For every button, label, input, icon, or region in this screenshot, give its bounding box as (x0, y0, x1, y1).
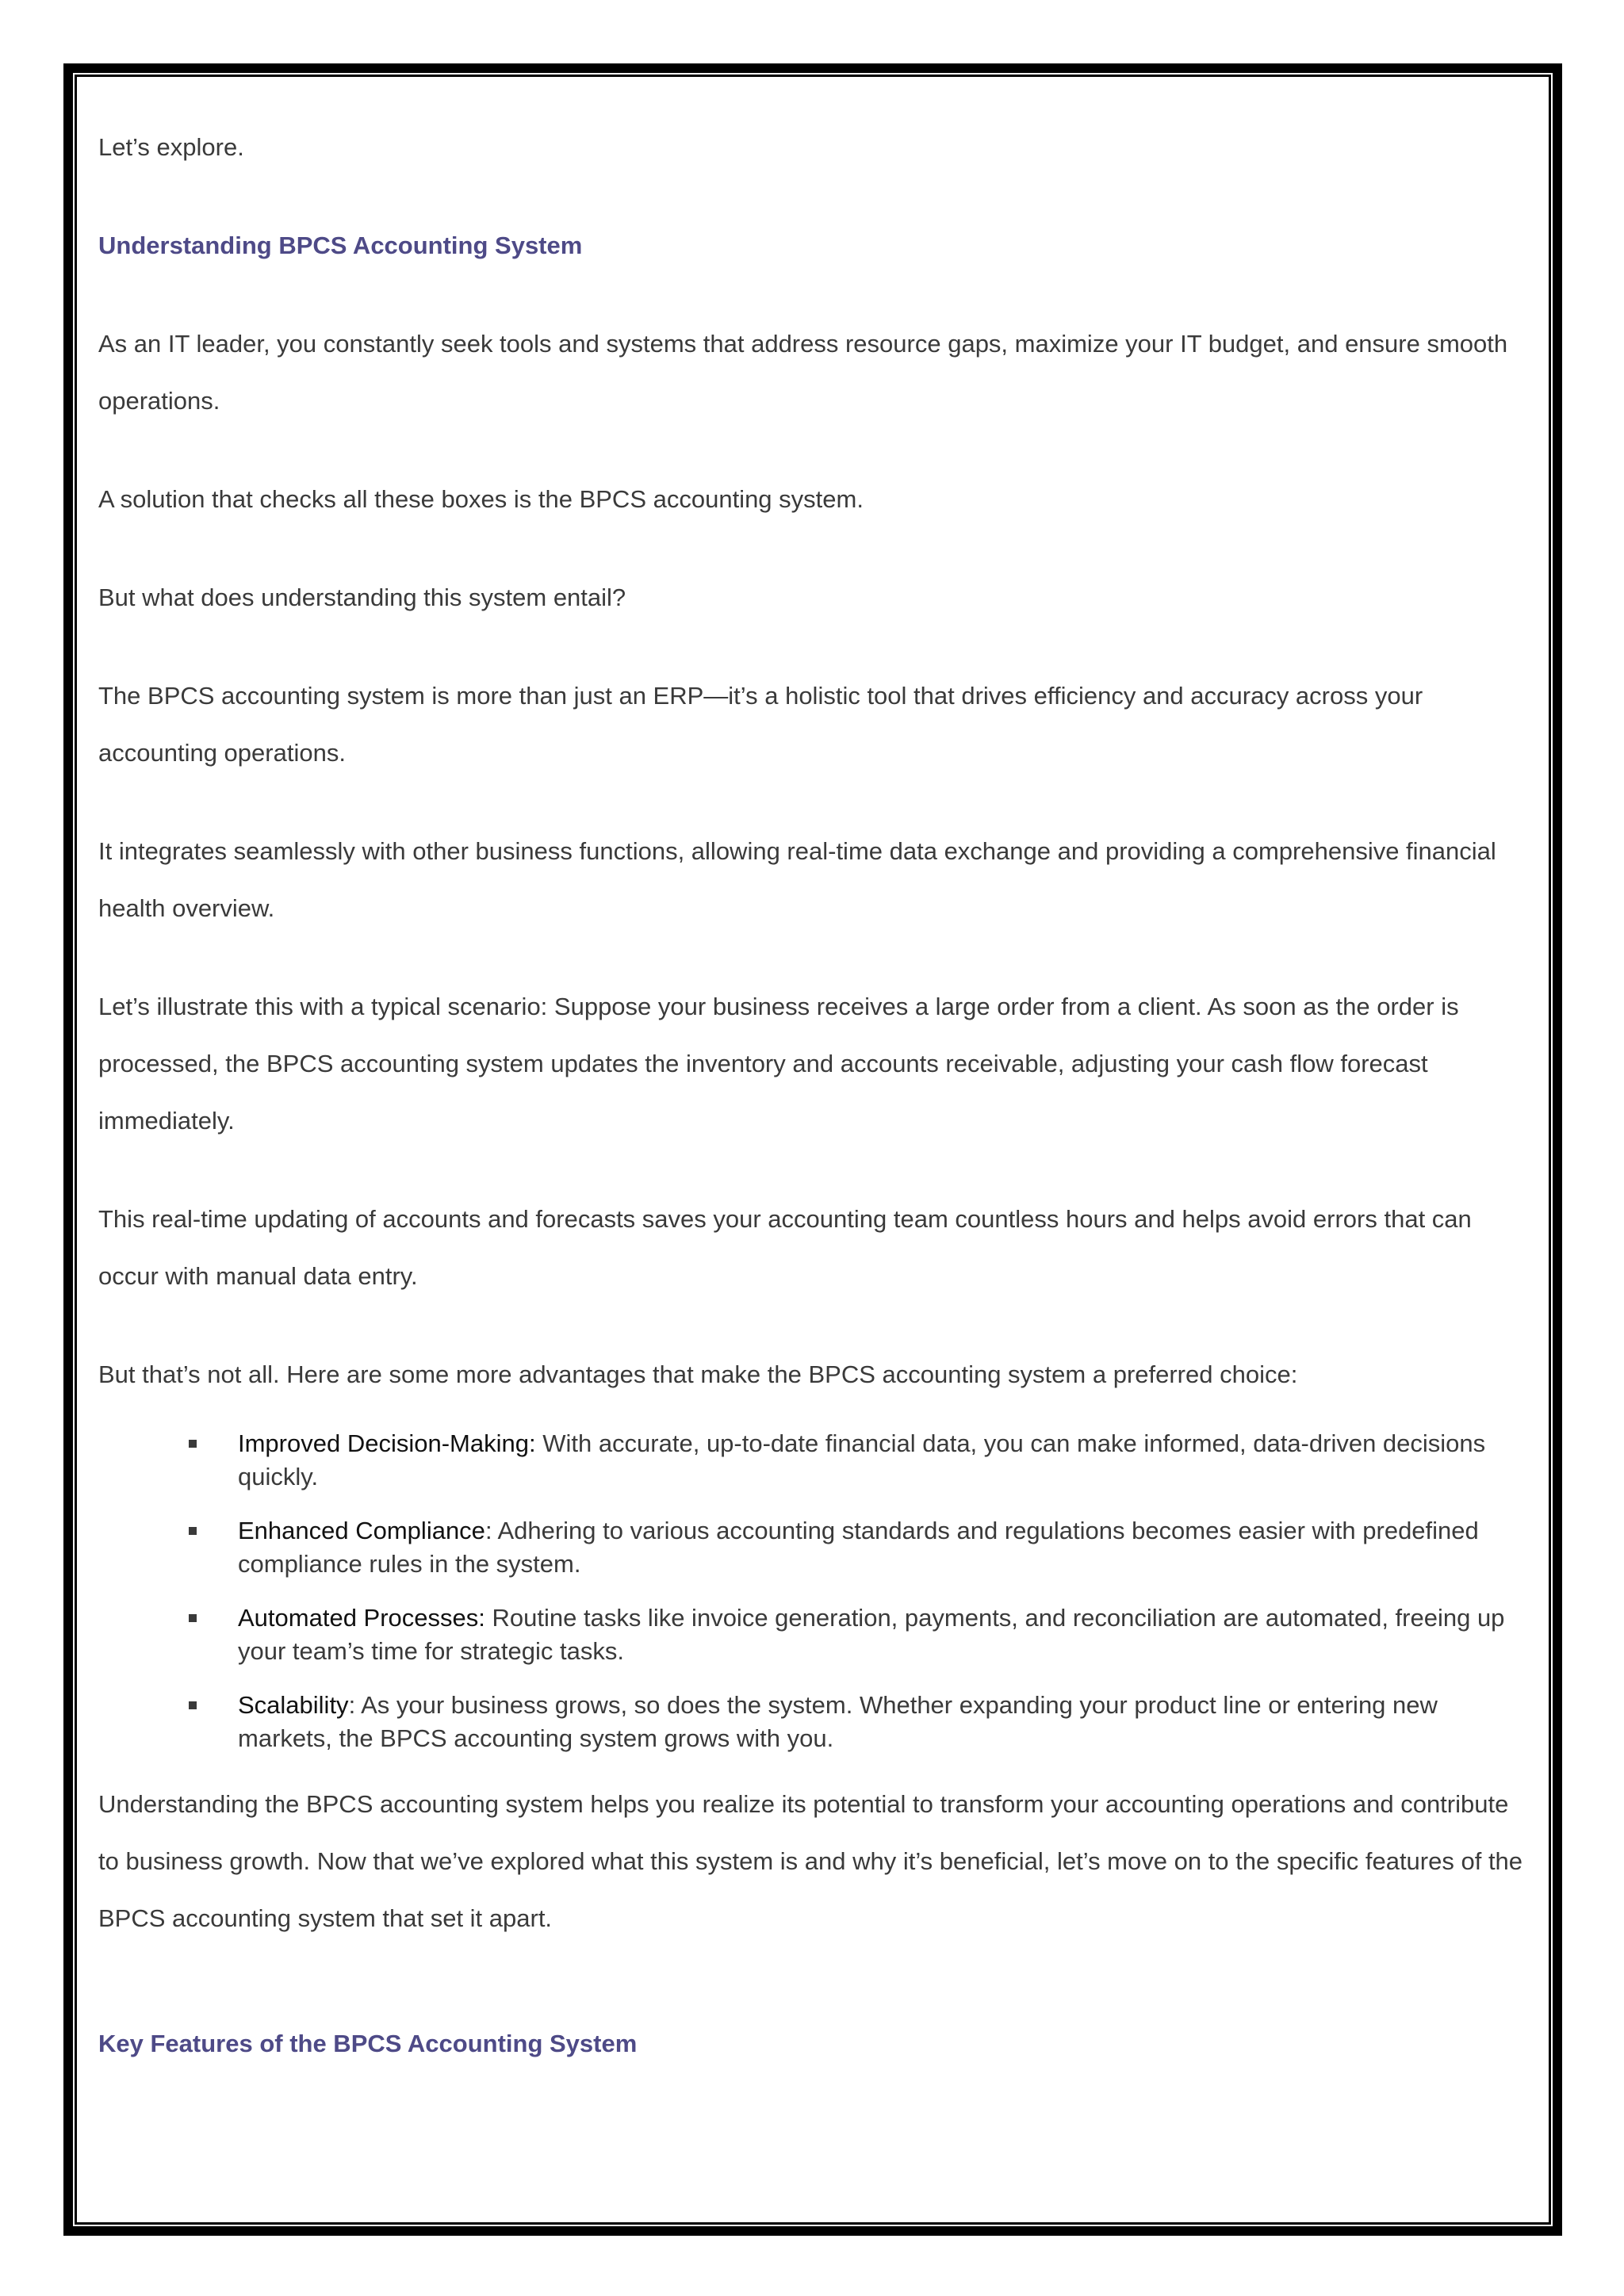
bullet-term: Automated Processes: (238, 1604, 485, 1632)
bullet-text: : As your business grows, so does the system. Whether expanding your product line or entering new markets, the BPCS accounting system grows with you. (238, 1691, 1438, 1752)
list-item (98, 1427, 1526, 1494)
bullet-term: Scalability (238, 1691, 349, 1719)
paragraph: The BPCS accounting system is more than just an ERP—it’s a holistic tool that drives efficiency and accuracy across your accounting operations. (98, 682, 1423, 767)
list-item (98, 1689, 1526, 1755)
bullet-text: : Adhering to various accounting standards and regulations becomes easier with predefined compliance rules in the system. (238, 1517, 1479, 1578)
closing-paragraph: Understanding the BPCS accounting system helps you realize its potential to transform your accounting operations and contribute to business growth. Now that we’ve explored what this system is and why it’s beneficial, let’s move on to the specific features of the BPCS accounting system that set it apart. (98, 1790, 1523, 1932)
section-heading-key-features: Key Features of the BPCS Accounting System (98, 2030, 638, 2057)
bullet-text: With accurate, up-to-date financial data, you can make informed, data-driven decisions quickly. (238, 1429, 1486, 1490)
list-item (98, 1514, 1526, 1581)
paragraph: A solution that checks all these boxes is the BPCS accounting system. (98, 485, 864, 513)
bullet-term: Enhanced Compliance (238, 1517, 485, 1544)
paragraph: It integrates seamlessly with other business functions, allowing real-time data exchange and providing a comprehensive financial health overview. (98, 837, 1496, 922)
bullet-text: Routine tasks like invoice generation, payments, and reconciliation are automated, freeing up your team’s time for strategic tasks. (238, 1604, 1505, 1665)
paragraph: This real-time updating of accounts and forecasts saves your accounting team countless hours and helps avoid errors that can occur with manual data entry. (98, 1205, 1472, 1290)
paragraph: But what does understanding this system entail? (98, 584, 626, 611)
list-item (98, 1601, 1526, 1668)
square-bullet-icon (189, 1614, 197, 1622)
document-body (98, 119, 1526, 2072)
square-bullet-icon (189, 1527, 197, 1535)
section-heading-understanding: Understanding BPCS Accounting System (98, 232, 583, 259)
advantages-list (98, 1427, 1526, 1755)
square-bullet-icon (189, 1440, 197, 1448)
square-bullet-icon (189, 1701, 197, 1709)
intro-text: Let’s explore. (98, 133, 244, 161)
paragraph: Let’s illustrate this with a typical scenario: Suppose your business receives a large order from a client. As soon as the order is processed, the BPCS accounting system updates the inventory and accounts receivable, adjusting your cash flow forecast immediately. (98, 993, 1459, 1135)
paragraph: As an IT leader, you constantly seek tools and systems that address resource gaps, maximize your IT budget, and ensure smooth operations. (98, 330, 1508, 415)
paragraph: But that’s not all. Here are some more advantages that make the BPCS accounting system a preferred choice: (98, 1360, 1298, 1388)
bullet-term: Improved Decision-Making: (238, 1429, 536, 1457)
